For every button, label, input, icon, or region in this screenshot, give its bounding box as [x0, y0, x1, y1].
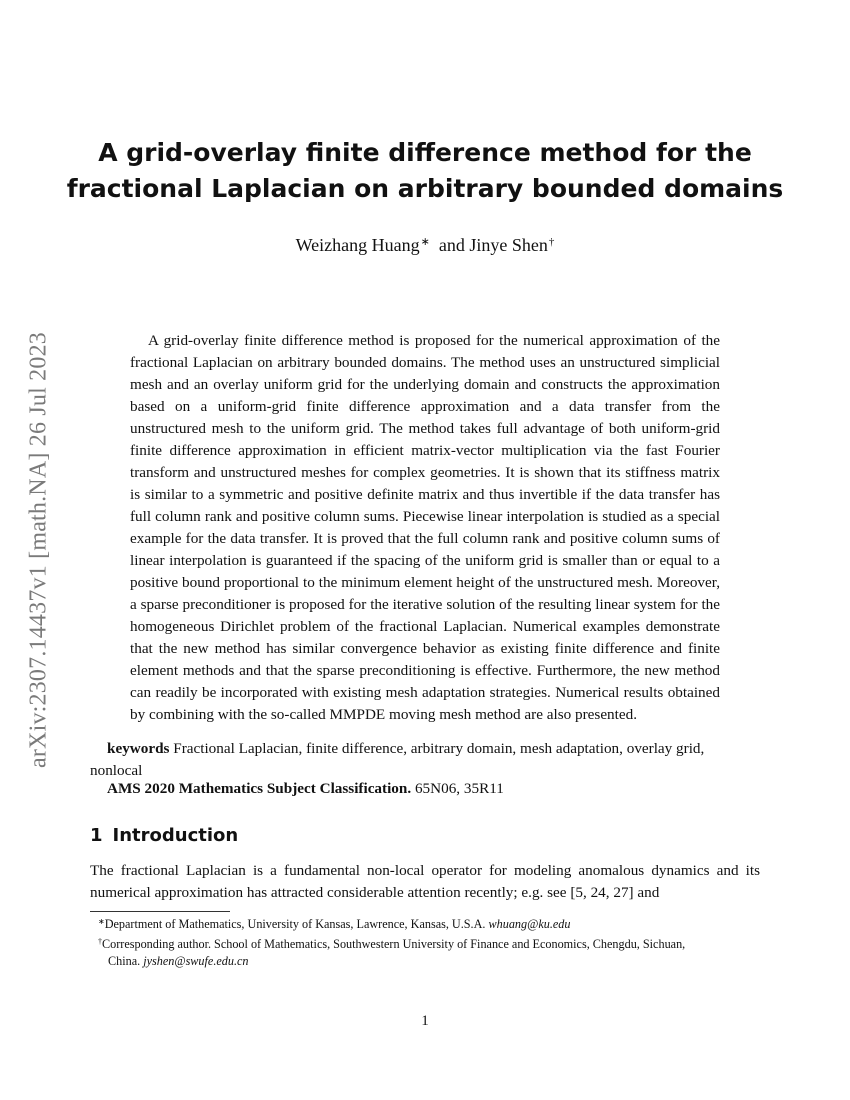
section-number: 1: [90, 825, 103, 846]
footnote-1-mark: ∗: [98, 917, 105, 926]
author-1-footnote-mark: ∗: [420, 236, 430, 248]
author-conjunction: and: [438, 235, 465, 255]
footnote-separator: [90, 911, 230, 912]
keywords-text: Fractional Laplacian, finite difference, arbitrary domain, mesh adaptation, overlay grid, nonlocal: [90, 740, 705, 779]
footnote-2-continuation: [90, 953, 760, 970]
page-number: 1: [421, 1013, 429, 1029]
paper-title: [60, 135, 790, 207]
title-line-2: fractional Laplacian on arbitrary bounded domains: [66, 174, 784, 203]
title-line-1: A grid-overlay finite difference method for the: [98, 138, 752, 167]
footnote-2-text: Corresponding author. School of Mathematics, Southwestern University of Finance and Economics, Chengdu, Sichuan,: [102, 937, 686, 951]
author-2-footnote-mark: †: [548, 236, 555, 248]
keywords-block: [90, 738, 760, 782]
footnote-1-email: whuang@ku.edu: [488, 917, 571, 931]
section-heading: [90, 824, 238, 848]
footnote-2: [90, 933, 760, 970]
arxiv-identifier: arXiv:2307.14437v1 [math.NA] 26 Jul 2023: [25, 332, 52, 768]
introduction-paragraph: The fractional Laplacian is a fundamental non-local operator for modeling anomalous dynamics and its numerical approximation has attracted considerable attention recently; e.g. see [5, 24, 27] and: [90, 862, 760, 901]
author-list: [60, 230, 790, 257]
arxiv-identifier-stamp: [24, 285, 54, 815]
footnote-2-email: jyshen@swufe.edu.cn: [143, 954, 249, 968]
keywords-label: keywords: [107, 740, 170, 757]
author-2: Jinye Shen: [469, 235, 548, 255]
ams-codes: 65N06, 35R11: [414, 780, 504, 797]
footnote-2-mark: †: [98, 937, 102, 946]
footnote-1-text: Department of Mathematics, University of Kansas, Lawrence, Kansas, U.S.A.: [104, 917, 486, 931]
author-1: Weizhang Huang: [295, 235, 420, 255]
footnote-1: [90, 913, 760, 933]
abstract: A grid-overlay finite difference method is proposed for the numerical approximation of the fractional Laplacian on arbitrary bounded domains. The method uses an unstructured simplicial mesh and an overlay uniform grid for the underlying domain and constructs the approximation based on a uniform-grid finite difference approximation and a data transfer from the unstructured mesh to the uniform grid. The method takes full advantage of both uniform-grid finite difference approximation in efficient matrix-vector multiplication via the fast Fourier transform and unstructured meshes for complex geometries. It is shown that its stiffness matrix is similar to a symmetric and positive definite matrix and thus invertible if the data transfer has full column rank and positive column sums. Piecewise linear interpolation is studied as a special example for the data transfer. It is proved that the full column rank and positive column sums of linear interpolation is guaranteed if the spacing of the uniform grid is smaller than or equal to a positive bound proportional to the minimum element height of the unstructured mesh. Moreover, a sparse preconditioner is proposed for the iterative solution of the resulting linear system for the homogeneous Dirichlet problem of the fractional Laplacian. Numerical examples demonstrate that the new method has similar convergence behavior as existing finite difference and finite element methods and that the sparse preconditioning is effective. Furthermore, the new method can readily be incorporated with existing mesh adaptation strategies. Numerical results obtained by combining with the so-called MMPDE moving mesh method are also presented.: [130, 332, 720, 723]
section-title: Introduction: [112, 825, 239, 846]
ams-classification: [107, 778, 757, 800]
footnote-2-country: China.: [108, 954, 141, 968]
ams-label: AMS 2020 Mathematics Subject Classification.: [107, 780, 412, 797]
footnotes: [90, 913, 760, 970]
